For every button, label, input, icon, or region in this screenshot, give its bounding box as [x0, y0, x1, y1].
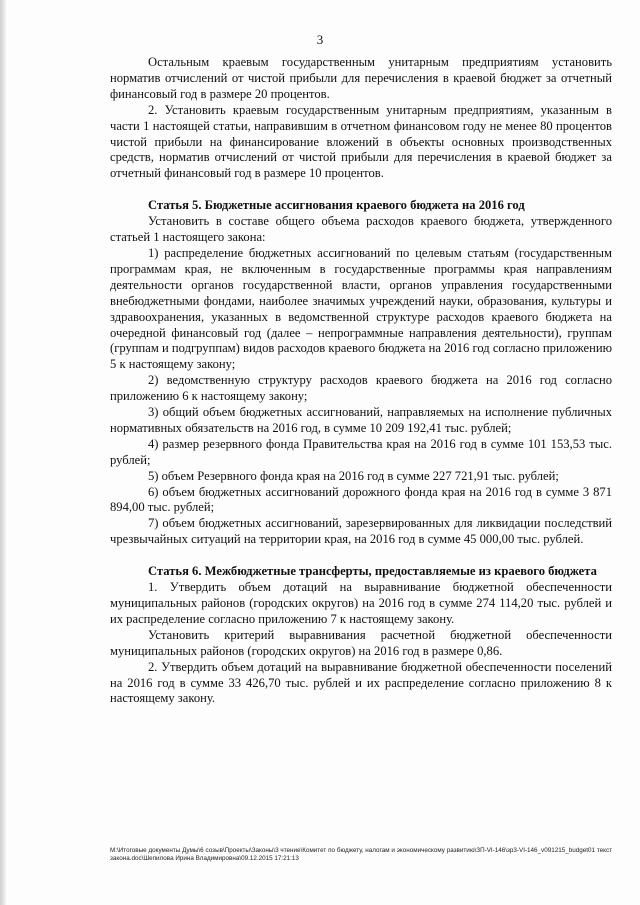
paragraph: Установить в составе общего объема расходов краевого бюджета, утвержденного статьей 1 настоящего закона:: [110, 214, 612, 245]
page-edge-shadow: [0, 0, 6, 905]
paragraph: Установить критерий выравнивания расчетной бюджетной обеспеченности муниципальных районов (городских округов) на 2016 год в размере 0,86.: [110, 627, 612, 658]
paragraph: 2. Установить краевым государственным унитарным предприятиям, указанным в части 1 настоящей статьи, направившим в отчетном финансовом году не менее 80 процентов чистой прибыли на финансирование вложений в объекты основных производственных средств, норматив отчислений от чистой прибыли для перечисления в краевой бюджет за отчетный финансовый год в размере 10 процентов.: [110, 102, 612, 181]
paragraph: 3) общий объем бюджетных ассигнований, направляемых на исполнение публичных нормативных обязательств на 2016 год, в сумме 10 209 192,41 тыс. рублей;: [110, 405, 612, 435]
article-heading: Статья 6. Межбюджетные трансферты, предоставляемые из краевого бюджета: [148, 564, 597, 579]
paragraph: 5) объем Резервного фонда края на 2016 год в сумме 227 721,91 тыс. рублей;: [148, 468, 559, 483]
paragraph: 7) объем бюджетных ассигнований, зарезервированных для ликвидации последствий чрезвычайных ситуаций на территории края, на 2016 год в сумме 45 000,00 тыс. рублей.: [110, 516, 612, 547]
section-gap: [110, 182, 612, 198]
paragraph: 2. Утвердить объем дотаций на выравнивание бюджетной обеспеченности поселений на 2016 год в сумме 33 426,70 тыс. рублей и их распределение согласно приложению 8 к настоящему закону.: [110, 659, 612, 706]
paragraph: 1. Утвердить объем дотаций на выравнивание бюджетной обеспеченности муниципальных районов (городских округов) на 2016 год в сумме 274 114,20 тыс. рублей и их распределение согласно приложению 7 к настоящему закону.: [110, 580, 612, 626]
paragraph: 2) ведомственную структуру расходов краевого бюджета на 2016 год согласно приложению 6 к настоящему закону;: [110, 373, 612, 404]
paragraph: 1) распределение бюджетных ассигнований по целевым статьям (государственным программам края, не включенным в государственные программы края направлениям деятельности органов государственной власти, органов управления государственными внебюджетными фондами, наиболее значимых учреждений науки, образования, культуры и здравоохранения, указанных в ведомственной структуре расходов краевого бюджета на очередной финансовый год (далее – непрограммные направления деятельности), группам (группам и подгруппам) видов расходов краевого бюджета на 2016 год согласно приложению 5 к настоящему закону;: [110, 245, 612, 372]
article-heading: Статья 5. Бюджетные ассигнования краевого бюджета на 2016 год: [148, 198, 525, 213]
paragraph: 6) объем бюджетных ассигнований дорожного фонда края на 2016 год в сумме 3 871 894,00 тыс. рублей;: [110, 484, 612, 515]
paragraph: 4) размер резервного фонда Правительства края на 2016 год в сумме 101 153,53 тыс. рублей;: [110, 436, 612, 467]
file-path-footer: М:\Итоговые документы Думы\6 созыв\Проекты\Законы\3 чтение\Комитет по бюджету, налогам и экономическому развитию\ЗП-VI-146\зр3-VI-146_v091215_budget01 текст закона.doc\Шепилова Ирина Владимировна\09.12.2015 17:21:13: [110, 847, 612, 862]
page-number: 3: [316, 32, 324, 47]
document-body: [110, 55, 612, 707]
section-gap: [110, 548, 612, 564]
paragraph: Остальным краевым государственным унитарным предприятиям установить норматив отчислений от чистой прибыли для перечисления в краевой бюджет за отчетный финансовый год в размере 20 процентов.: [110, 55, 612, 101]
